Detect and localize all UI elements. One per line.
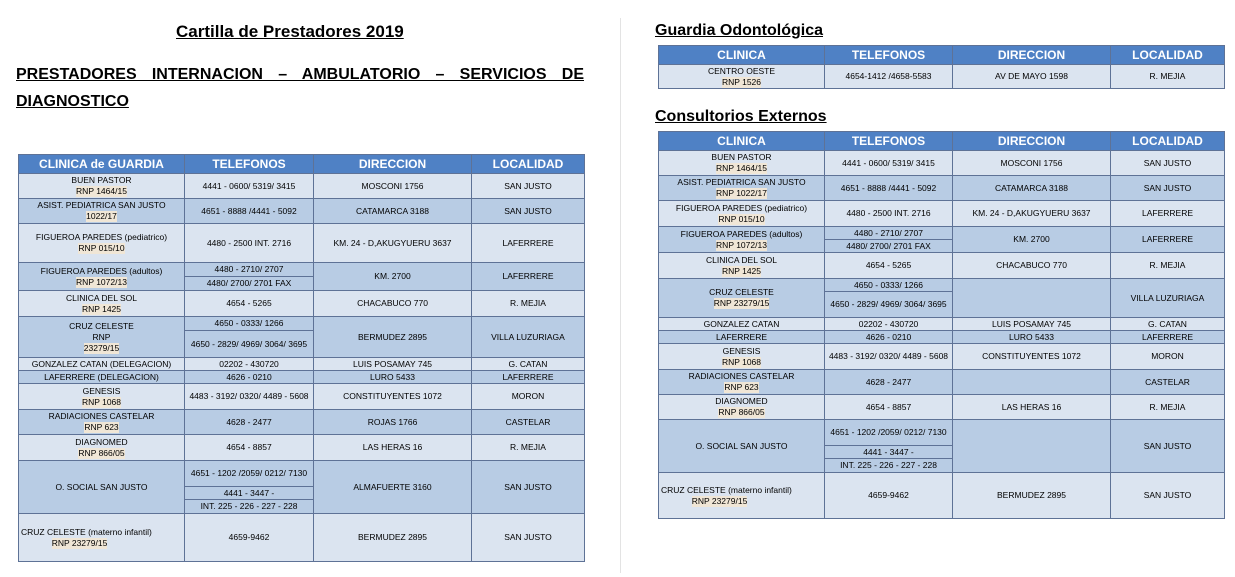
phone-cell: 02202 - 430720: [185, 358, 314, 371]
column-header: LOCALIDAD: [1111, 46, 1225, 65]
rnp-label: RNP: [92, 331, 111, 342]
address-cell: CATAMARCA 3188: [314, 199, 472, 224]
address-cell: [953, 420, 1111, 473]
clinic-cell: O. SOCIAL SAN JUSTO: [659, 420, 825, 473]
clinic-cell: [19, 174, 185, 199]
rnp-number: RNP 1526: [721, 76, 762, 87]
address-cell: KM. 24 - D,AKUGYUERU 3637: [953, 201, 1111, 227]
guardia-odontologica-table: [658, 45, 1225, 89]
clinic-cell: [659, 344, 825, 370]
clinic-name: CRUZ CELESTE: [69, 320, 134, 331]
locality-cell: G. CATAN: [472, 358, 585, 371]
table-row: [19, 263, 585, 277]
locality-cell: VILLA LUZURIAGA: [472, 317, 585, 358]
rnp-number: RNP 1068: [81, 396, 122, 407]
address-cell: LAS HERAS 16: [314, 435, 472, 461]
address-cell: MOSCONI 1756: [953, 151, 1111, 176]
phone-cell: 4628 - 2477: [825, 370, 953, 395]
locality-cell: LAFERRERE: [1111, 201, 1225, 227]
table-row: [659, 420, 1225, 446]
phone-cell: 4628 - 2477: [185, 410, 314, 435]
phone-cell: 4650 - 0333/ 1266: [185, 317, 314, 331]
address-cell: LUIS POSAMAY 745: [953, 318, 1111, 331]
locality-cell: SAN JUSTO: [1111, 420, 1225, 473]
phone-cell: 4483 - 3192/ 0320/ 4489 - 5608: [825, 344, 953, 370]
clinic-cell: [19, 384, 185, 410]
table-row: [19, 514, 585, 562]
consultorios-externos-table: [658, 131, 1225, 519]
address-cell: CATAMARCA 3188: [953, 176, 1111, 201]
column-header: LOCALIDAD: [1111, 132, 1225, 151]
rnp-number: RNP 23279/15: [713, 298, 770, 308]
column-header: TELEFONOS: [825, 132, 953, 151]
clinic-name: RADIACIONES CASTELAR: [688, 371, 795, 381]
clinic-name: CENTRO OESTE: [707, 65, 776, 76]
locality-cell: MORON: [1111, 344, 1225, 370]
locality-cell: SAN JUSTO: [472, 461, 585, 514]
clinic-name: FIGUEROA PAREDES (adultos): [680, 228, 803, 239]
address-cell: ROJAS 1766: [314, 410, 472, 435]
clinic-cell: O. SOCIAL SAN JUSTO: [19, 461, 185, 514]
rnp-number: RNP 1425: [81, 303, 122, 314]
table-header-row: [659, 132, 1225, 151]
locality-cell: G. CATAN: [1111, 318, 1225, 331]
phone-cell: 4654 - 5265: [825, 253, 953, 279]
clinic-name: DIAGNOMED: [75, 436, 128, 447]
address-cell: KM. 2700: [953, 227, 1111, 253]
table-row: [659, 253, 1225, 279]
phone-cell: 4480/ 2700/ 2701 FAX: [825, 240, 953, 253]
clinic-cell: LAFERRERE: [659, 331, 825, 344]
table-row: [659, 395, 1225, 420]
phone-cell: 4654 - 8857: [825, 395, 953, 420]
locality-cell: SAN JUSTO: [1111, 151, 1225, 176]
locality-cell: LAFERRERE: [472, 263, 585, 291]
clinic-name: FIGUEROA PAREDES (adultos): [40, 265, 163, 276]
table-row: [659, 65, 1225, 89]
table-row: [19, 435, 585, 461]
locality-cell: LAFERRERE: [1111, 331, 1225, 344]
column-header: CLINICA de GUARDIA: [19, 155, 185, 174]
table-row: [19, 384, 585, 410]
phone-cell: 4626 - 0210: [185, 371, 314, 384]
clinic-cell: GONZALEZ CATAN: [659, 318, 825, 331]
rnp-number: 1022/17: [86, 211, 117, 221]
phone-cell: 4480 - 2710/ 2707: [825, 227, 953, 240]
address-cell: [953, 370, 1111, 395]
locality-cell: CASTELAR: [472, 410, 585, 435]
locality-cell: SAN JUSTO: [472, 514, 585, 562]
clinic-name: CRUZ CELESTE: [709, 287, 774, 297]
clinic-name: RADIACIONES CASTELAR: [48, 411, 155, 421]
rnp-number: RNP 1022/17: [716, 188, 767, 198]
phone-cell: 4654 - 5265: [185, 291, 314, 317]
locality-cell: MORON: [472, 384, 585, 410]
table-row: [659, 318, 1225, 331]
clinic-name: GENESIS: [722, 345, 761, 356]
phone-cell: 4480 - 2500 INT. 2716: [185, 224, 314, 263]
table-row: [659, 176, 1225, 201]
phone-cell: 4483 - 3192/ 0320/ 4489 - 5608: [185, 384, 314, 410]
phone-cell: 4654-1412 /4658-5583: [825, 65, 953, 89]
phone-cell: 4650 - 2829/ 4969/ 3064/ 3695: [825, 292, 953, 318]
phone-cell: 4626 - 0210: [825, 331, 953, 344]
clinic-cell: [659, 176, 825, 201]
locality-cell: R. MEJIA: [472, 435, 585, 461]
table-row: [19, 199, 585, 224]
clinic-cell: [659, 227, 825, 253]
clinic-cell: [659, 253, 825, 279]
locality-cell: VILLA LUZURIAGA: [1111, 279, 1225, 318]
rnp-number: RNP 866/05: [78, 447, 125, 458]
clinic-name: BUEN PASTOR: [711, 152, 772, 162]
consultorios-title: Consultorios Externos: [655, 108, 827, 125]
address-cell: MOSCONI 1756: [314, 174, 472, 199]
rnp-number: RNP 23279/15: [51, 537, 108, 548]
table-row: [659, 151, 1225, 176]
clinic-cell: [19, 291, 185, 317]
clinic-cell: [659, 151, 825, 176]
clinic-name: DIAGNOMED: [715, 396, 768, 406]
locality-cell: LAFERRERE: [472, 224, 585, 263]
clinic-name: FIGUEROA PAREDES (pediatrico): [675, 202, 808, 213]
rnp-number: RNP 1464/15: [76, 186, 127, 196]
clinic-cell: [19, 317, 185, 358]
clinic-name: CLINICA DEL SOL: [705, 254, 778, 265]
table-header-row: [659, 46, 1225, 65]
phone-cell: 4441 - 0600/ 5319/ 3415: [825, 151, 953, 176]
table-row: [19, 371, 585, 384]
rnp-number: RNP 23279/15: [691, 495, 748, 506]
section-title-line1: PRESTADORES INTERNACION – AMBULATORIO – SERVICIOS DE: [16, 66, 584, 83]
table-row: [659, 370, 1225, 395]
column-header: DIRECCION: [953, 46, 1111, 65]
phone-cell: 4654 - 8857: [185, 435, 314, 461]
column-header: CLINICA: [659, 132, 825, 151]
phone-cell: 4650 - 2829/ 4969/ 3064/ 3695: [185, 331, 314, 358]
clinic-cell: GONZALEZ CATAN (DELEGACION): [19, 358, 185, 371]
locality-cell: R. MEJIA: [1111, 253, 1225, 279]
phone-cell: 4650 - 0333/ 1266: [825, 279, 953, 292]
rnp-number: RNP 1425: [721, 265, 762, 276]
phone-cell: 4441 - 0600/ 5319/ 3415: [185, 174, 314, 199]
clinic-name: BUEN PASTOR: [71, 175, 132, 185]
phone-cell: 4651 - 8888 /4441 - 5092: [825, 176, 953, 201]
clinic-cell: [659, 201, 825, 227]
clinic-cell: [659, 370, 825, 395]
phone-cell: 4441 - 3447 -: [185, 487, 314, 500]
rnp-number: RNP 1072/13: [76, 276, 127, 287]
guardia-title: Guardia Odontológica: [655, 22, 824, 39]
locality-cell: SAN JUSTO: [472, 174, 585, 199]
table-row: [19, 410, 585, 435]
table-row: [19, 461, 585, 487]
table-row: [19, 224, 585, 263]
phone-cell: 4480 - 2710/ 2707: [185, 263, 314, 277]
address-cell: AV DE MAYO 1598: [953, 65, 1111, 89]
phone-cell: 4659-9462: [825, 473, 953, 519]
clinic-name: ASIST. PEDIATRICA SAN JUSTO: [677, 177, 806, 187]
table-row: [19, 317, 585, 331]
clinic-cell: [19, 199, 185, 224]
locality-cell: R. MEJIA: [472, 291, 585, 317]
phone-cell: 4651 - 8888 /4441 - 5092: [185, 199, 314, 224]
address-cell: LURO 5433: [314, 371, 472, 384]
address-cell: CONSTITUYENTES 1072: [314, 384, 472, 410]
column-header: LOCALIDAD: [472, 155, 585, 174]
rnp-number: RNP 623: [724, 382, 759, 392]
address-cell: KM. 2700: [314, 263, 472, 291]
address-cell: LUIS POSAMAY 745: [314, 358, 472, 371]
phone-cell: 4651 - 1202 /2059/ 0212/ 7130: [825, 420, 953, 446]
clinic-cell: [19, 263, 185, 291]
phone-cell: INT. 225 - 226 - 227 - 228: [185, 500, 314, 514]
locality-cell: R. MEJIA: [1111, 65, 1225, 89]
phone-cell: 4441 - 3447 -: [825, 446, 953, 459]
locality-cell: SAN JUSTO: [472, 199, 585, 224]
table-row: [659, 201, 1225, 227]
address-cell: LURO 5433: [953, 331, 1111, 344]
locality-cell: SAN JUSTO: [1111, 473, 1225, 519]
clinic-cell: [659, 279, 825, 318]
address-cell: CONSTITUYENTES 1072: [953, 344, 1111, 370]
clinic-cell: [659, 65, 825, 89]
column-header: DIRECCION: [953, 132, 1111, 151]
rnp-number: RNP 866/05: [718, 407, 765, 417]
column-header: TELEFONOS: [825, 46, 953, 65]
clinic-cell: [659, 395, 825, 420]
table-header-row: [19, 155, 585, 174]
address-cell: BERMUDEZ 2895: [314, 514, 472, 562]
address-cell: LAS HERAS 16: [953, 395, 1111, 420]
rnp-number: RNP 623: [84, 422, 119, 432]
locality-cell: SAN JUSTO: [1111, 176, 1225, 201]
rnp-number: RNP 1464/15: [716, 163, 767, 173]
phone-cell: 4480/ 2700/ 2701 FAX: [185, 277, 314, 291]
rnp-number: RNP 1072/13: [716, 239, 767, 250]
address-cell: KM. 24 - D,AKUGYUERU 3637: [314, 224, 472, 263]
guardia-clinics-table: [18, 154, 585, 562]
rnp-number: RNP 1068: [721, 356, 762, 367]
address-cell: ALMAFUERTE 3160: [314, 461, 472, 514]
clinic-name: FIGUEROA PAREDES (pediatrico): [35, 232, 168, 242]
document-title: Cartilla de Prestadores 2019: [176, 22, 404, 41]
table-row: [659, 331, 1225, 344]
address-cell: CHACABUCO 770: [953, 253, 1111, 279]
clinic-cell: LAFERRERE (DELEGACION): [19, 371, 185, 384]
clinic-name: GENESIS: [82, 385, 121, 396]
column-header: CLINICA: [659, 46, 825, 65]
clinic-cell: [19, 410, 185, 435]
table-row: [659, 473, 1225, 519]
table-row: [19, 174, 585, 199]
locality-cell: CASTELAR: [1111, 370, 1225, 395]
address-cell: CHACABUCO 770: [314, 291, 472, 317]
phone-cell: 4651 - 1202 /2059/ 0212/ 7130: [185, 461, 314, 487]
rnp-number: 23279/15: [83, 342, 120, 353]
locality-cell: LAFERRERE: [472, 371, 585, 384]
phone-cell: 4480 - 2500 INT. 2716: [825, 201, 953, 227]
phone-cell: 02202 - 430720: [825, 318, 953, 331]
clinic-cell: [659, 473, 825, 519]
clinic-cell: [19, 435, 185, 461]
table-row: [19, 358, 585, 371]
clinic-name: CRUZ CELESTE (materno infantil): [21, 526, 152, 537]
table-row: [659, 344, 1225, 370]
locality-cell: R. MEJIA: [1111, 395, 1225, 420]
locality-cell: LAFERRERE: [1111, 227, 1225, 253]
page-divider: [620, 18, 621, 573]
address-cell: [953, 279, 1111, 318]
column-header: DIRECCION: [314, 155, 472, 174]
clinic-cell: [19, 224, 185, 263]
column-header: TELEFONOS: [185, 155, 314, 174]
address-cell: BERMUDEZ 2895: [314, 317, 472, 358]
table-row: [19, 291, 585, 317]
phone-cell: INT. 225 - 226 - 227 - 228: [825, 459, 953, 473]
table-row: [659, 227, 1225, 240]
table-row: [659, 279, 1225, 292]
phone-cell: 4659-9462: [185, 514, 314, 562]
address-cell: BERMUDEZ 2895: [953, 473, 1111, 519]
clinic-name: CLINICA DEL SOL: [65, 292, 138, 303]
section-title-line2: DIAGNOSTICO: [16, 93, 129, 110]
clinic-cell: [19, 514, 185, 562]
clinic-name: ASIST. PEDIATRICA SAN JUSTO: [37, 200, 166, 210]
rnp-number: RNP 015/10: [78, 243, 125, 253]
rnp-number: RNP 015/10: [718, 213, 765, 224]
clinic-name: CRUZ CELESTE (materno infantil): [661, 484, 792, 495]
